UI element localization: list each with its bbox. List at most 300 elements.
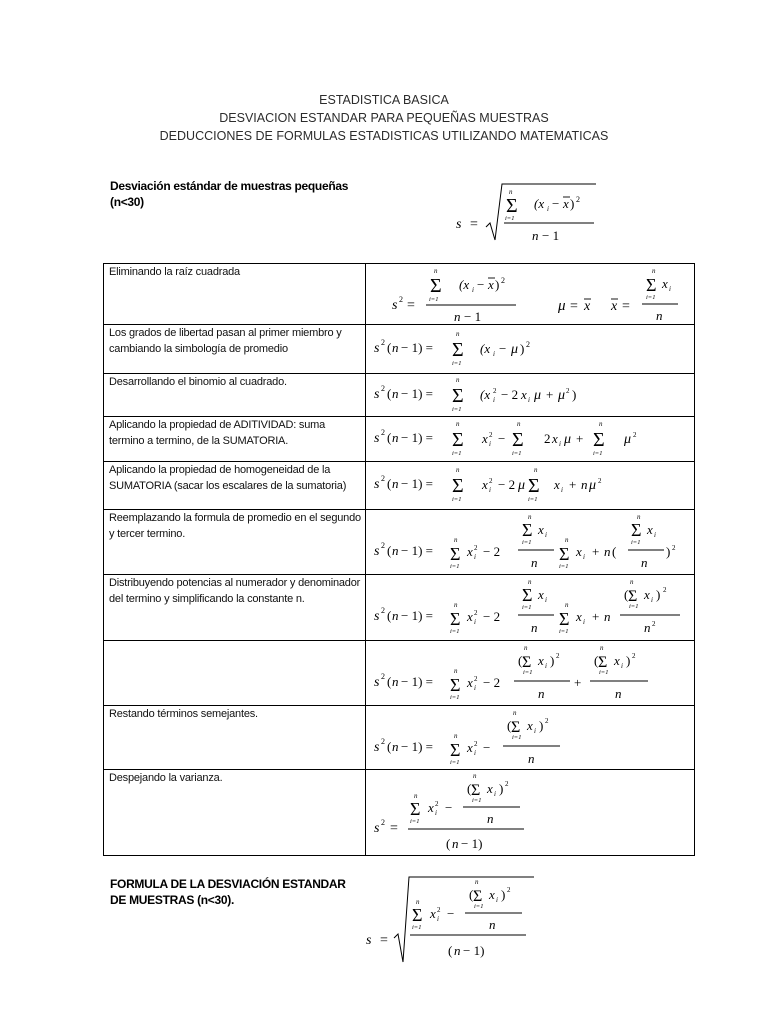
svg-text:i=1: i=1 (559, 563, 569, 570)
svg-text:2: 2 (526, 340, 530, 349)
svg-text:n: n (532, 228, 539, 243)
svg-text:2: 2 (489, 431, 493, 439)
table-row (104, 374, 695, 417)
svg-text:(: ( (387, 543, 392, 558)
svg-text:x: x (576, 544, 582, 559)
svg-text:i=1: i=1 (452, 360, 462, 367)
svg-text:(: ( (387, 608, 392, 623)
table-row (104, 575, 695, 641)
formula-subtract-like-terms (366, 706, 704, 769)
svg-text:i: i (489, 440, 491, 448)
formula-degrees-freedom (366, 325, 704, 373)
svg-text:(: ( (518, 653, 523, 668)
svg-text:x: x (428, 800, 434, 815)
svg-text:x: x (467, 675, 473, 690)
svg-text:n: n (528, 751, 535, 766)
svg-text:i=1: i=1 (629, 603, 639, 610)
svg-text:n: n (534, 466, 538, 474)
svg-text:n: n (454, 943, 461, 958)
svg-text:x: x (489, 887, 495, 902)
svg-text:(x: (x (459, 277, 470, 292)
svg-text:i: i (496, 896, 498, 904)
svg-text:n: n (489, 917, 496, 932)
svg-text:n: n (517, 420, 521, 428)
svg-text:Σ: Σ (450, 609, 461, 629)
table-row (104, 417, 695, 462)
svg-text:s: s (374, 431, 380, 446)
svg-text:=: = (470, 217, 478, 232)
table-row (104, 641, 695, 706)
svg-text:i: i (561, 486, 563, 494)
svg-text:2: 2 (489, 477, 493, 485)
svg-text:n: n (656, 308, 663, 323)
row-description: Reemplazando la formula de promedio en el segundo y tercer termino. (104, 510, 366, 575)
svg-text:2: 2 (556, 652, 560, 660)
formula-std-dev-final (362, 872, 542, 964)
table-row (104, 325, 695, 374)
svg-text:=: = (390, 821, 398, 836)
svg-text:Σ: Σ (511, 719, 521, 736)
svg-text:Σ: Σ (512, 429, 524, 451)
svg-text:i: i (545, 531, 547, 539)
svg-text:2: 2 (545, 717, 549, 725)
svg-text:x: x (662, 276, 668, 291)
svg-text:+: + (576, 431, 584, 446)
table-row (104, 510, 695, 575)
svg-text:n: n (524, 644, 528, 652)
svg-text:x: x (487, 781, 493, 796)
svg-text:(: ( (467, 781, 472, 796)
svg-text:n: n (637, 513, 641, 521)
svg-text:n: n (392, 608, 399, 623)
svg-text:− 2: − 2 (483, 544, 501, 559)
row-description: Restando términos semejantes. (104, 706, 366, 770)
svg-text:i=1: i=1 (410, 818, 420, 825)
svg-text:2: 2 (399, 295, 403, 304)
table-row (104, 264, 695, 325)
svg-text:− 1): − 1) (463, 943, 485, 958)
svg-text:n: n (452, 836, 459, 851)
svg-text:x: x (614, 653, 620, 668)
svg-text:i=1: i=1 (528, 496, 538, 503)
svg-text:x: x (644, 587, 650, 602)
formula-distribute-powers (366, 575, 704, 640)
svg-text:Σ: Σ (450, 740, 461, 760)
svg-text:x: x (467, 740, 473, 755)
svg-text:x: x (467, 609, 473, 624)
row-description (104, 641, 366, 706)
formula-replace-mean (366, 510, 704, 574)
svg-text:i: i (547, 205, 549, 213)
svg-text:− 1) =: − 1) = (401, 608, 433, 623)
row-description: Eliminando la raíz cuadrada (104, 264, 366, 325)
svg-text:(: ( (387, 476, 392, 491)
svg-text:n: n (604, 544, 611, 559)
svg-text:i: i (534, 727, 536, 735)
row-formula (366, 374, 695, 417)
svg-text:(: ( (387, 674, 392, 689)
svg-text:i=1: i=1 (452, 406, 462, 413)
svg-text:i: i (583, 553, 585, 561)
svg-text:n: n (392, 386, 399, 401)
svg-text:i=1: i=1 (505, 215, 515, 222)
svg-text:i: i (472, 286, 474, 294)
svg-text:s: s (456, 217, 462, 232)
svg-text:μ: μ (511, 342, 519, 357)
svg-text:n: n (454, 309, 461, 324)
svg-text:2: 2 (381, 384, 385, 393)
svg-text:− 1) =: − 1) = (401, 386, 433, 401)
svg-text:Σ: Σ (631, 520, 642, 540)
svg-text:μ: μ (518, 478, 526, 493)
svg-text:n: n (599, 420, 603, 428)
svg-text:i=1: i=1 (450, 563, 460, 570)
svg-text:2: 2 (633, 431, 637, 439)
row-description: Aplicando la propiedad de homogeneidad de la SUMATORIA (sacar los escalares de la sumatoria) (104, 462, 366, 510)
svg-text:s: s (374, 341, 380, 356)
svg-text:− 2: − 2 (501, 387, 519, 402)
svg-text:n: n (538, 686, 545, 701)
svg-text:i=1: i=1 (512, 450, 522, 457)
svg-text:μ: μ (624, 432, 632, 447)
svg-text:+: + (546, 387, 554, 402)
svg-text:n: n (456, 420, 460, 428)
svg-text:): ) (572, 387, 577, 402)
svg-text:− 1) =: − 1) = (401, 340, 433, 355)
svg-text:=: = (570, 299, 578, 314)
svg-text:− 1) =: − 1) = (401, 476, 433, 491)
row-formula (366, 641, 695, 706)
svg-text:n: n (565, 601, 569, 609)
svg-text:n: n (475, 878, 479, 886)
svg-text:x: x (538, 587, 544, 602)
svg-text:s: s (366, 933, 372, 948)
svg-text:n: n (604, 609, 611, 624)
formula-variance-result (366, 770, 704, 855)
svg-text:x: x (527, 718, 533, 733)
svg-text:2: 2 (474, 675, 478, 683)
svg-text:2: 2 (474, 740, 478, 748)
svg-text:i: i (651, 596, 653, 604)
svg-text:− 1) =: − 1) = (401, 543, 433, 558)
svg-text:i=1: i=1 (412, 924, 422, 931)
svg-text:i: i (559, 440, 561, 448)
svg-text:i=1: i=1 (452, 496, 462, 503)
row-formula (366, 575, 695, 641)
svg-text:(x: (x (480, 341, 491, 356)
svg-text:i: i (654, 531, 656, 539)
svg-text:n: n (509, 188, 513, 196)
svg-text:(x: (x (534, 196, 545, 211)
svg-text:i: i (494, 790, 496, 798)
svg-text:n: n (392, 739, 399, 754)
row-description: Despejando la varianza. (104, 770, 366, 856)
svg-text:2: 2 (381, 606, 385, 615)
svg-text:Σ: Σ (522, 520, 533, 540)
svg-text:n: n (531, 555, 538, 570)
svg-text:−: − (477, 277, 485, 292)
formula-variance (366, 264, 704, 324)
document-title-block (0, 91, 768, 145)
svg-text:(: ( (507, 718, 512, 733)
svg-text:2: 2 (566, 387, 570, 395)
svg-text:i=1: i=1 (429, 296, 439, 303)
svg-text:μ: μ (534, 388, 542, 403)
svg-text:2: 2 (501, 276, 505, 285)
svg-text:2: 2 (381, 818, 385, 827)
svg-text:−: − (483, 740, 491, 755)
svg-text:− 1) =: − 1) = (401, 674, 433, 689)
svg-text:Σ: Σ (628, 588, 638, 605)
svg-text:(: ( (387, 386, 392, 401)
svg-text:i: i (545, 596, 547, 604)
svg-text:(: ( (594, 653, 599, 668)
svg-text:n: n (416, 898, 420, 906)
svg-text:Σ: Σ (598, 654, 608, 671)
svg-text:n: n (641, 555, 648, 570)
title-line-3: DEDUCCIONES DE FORMULAS ESTADISTICAS UTILIZANDO MATEMATICAS (159, 129, 609, 143)
svg-text:n: n (513, 709, 517, 717)
footer-label: FORMULA DE LA DESVIACIÓN ESTANDAR DE MUESTRAS (n<30). (110, 877, 346, 907)
svg-text:i=1: i=1 (522, 539, 532, 546)
svg-text:n: n (456, 466, 460, 474)
title-line-2: DESVIACION ESTANDAR PARA PEQUEÑAS MUESTRAS (219, 111, 549, 125)
svg-text:n: n (392, 430, 399, 445)
formula-additivity (366, 417, 704, 461)
svg-text:Σ: Σ (559, 609, 570, 629)
svg-text:i: i (528, 396, 530, 404)
row-description: Distribuyendo potencias al numerador y denominador del termino y simplificando la constante n. (104, 575, 366, 641)
row-formula (366, 264, 695, 325)
svg-text:n: n (454, 667, 458, 675)
svg-text:Σ: Σ (522, 654, 532, 671)
svg-text:(: ( (612, 544, 617, 559)
svg-text:Σ: Σ (559, 544, 570, 564)
formula-binomial (366, 374, 704, 416)
svg-text:Σ: Σ (528, 475, 540, 497)
svg-text:x: x (482, 431, 488, 446)
svg-text:+: + (592, 609, 600, 624)
row-formula (366, 706, 695, 770)
svg-text:2: 2 (381, 672, 385, 681)
svg-text:x: x (584, 299, 591, 314)
svg-text:i=1: i=1 (474, 903, 484, 910)
svg-text:− 1) =: − 1) = (401, 430, 433, 445)
svg-text:Σ: Σ (452, 429, 464, 451)
svg-text:): ) (656, 587, 661, 602)
svg-text:Σ: Σ (473, 888, 483, 905)
svg-text:s: s (374, 609, 380, 624)
svg-text:2: 2 (435, 800, 439, 808)
svg-text:i=1: i=1 (646, 294, 656, 301)
svg-text:−: − (552, 196, 560, 211)
svg-text:(: ( (387, 430, 392, 445)
table-row (104, 770, 695, 856)
svg-text:i: i (474, 749, 476, 757)
svg-text:Σ: Σ (452, 385, 464, 407)
svg-text:+: + (574, 675, 582, 690)
svg-text:2: 2 (381, 541, 385, 550)
svg-text:x: x (552, 431, 558, 446)
svg-text:− 1: − 1 (464, 309, 482, 324)
svg-text:n: n (414, 792, 418, 800)
svg-text:i=1: i=1 (512, 734, 522, 741)
svg-text:n: n (487, 811, 494, 826)
row-formula (366, 417, 695, 462)
svg-text:n: n (528, 578, 532, 586)
svg-text:− 2: − 2 (483, 609, 501, 624)
svg-text:s: s (374, 544, 380, 559)
row-description: Los grados de libertad pasan al primer miembro y cambiando la simbología de promedio (104, 325, 366, 374)
svg-text:x: x (538, 653, 544, 668)
svg-text:(: ( (387, 340, 392, 355)
svg-text:i=1: i=1 (450, 694, 460, 701)
svg-text:Σ: Σ (450, 675, 461, 695)
svg-text:x: x (482, 477, 488, 492)
svg-text:x: x (554, 477, 560, 492)
svg-text:Σ: Σ (452, 339, 464, 361)
svg-text:x: x (430, 906, 436, 921)
svg-text:− 2: − 2 (498, 477, 516, 492)
svg-text:): ) (626, 653, 631, 668)
svg-text:2: 2 (652, 620, 656, 628)
svg-text:s: s (374, 387, 380, 402)
svg-text:n: n (454, 536, 458, 544)
svg-text:i: i (583, 618, 585, 626)
svg-text:): ) (520, 341, 525, 356)
svg-text:): ) (539, 718, 544, 733)
svg-text:i: i (474, 684, 476, 692)
svg-text:): ) (499, 781, 504, 796)
svg-text:2: 2 (381, 474, 385, 483)
row-formula (366, 462, 695, 510)
svg-text:): ) (570, 196, 575, 211)
svg-text:n: n (528, 513, 532, 521)
svg-text:n: n (456, 376, 460, 384)
formula-simplified (366, 641, 704, 705)
formula-std-dev-intro (450, 178, 610, 248)
table-row (104, 706, 695, 770)
svg-text:i: i (474, 553, 476, 561)
svg-text:i: i (493, 396, 495, 404)
svg-text:2: 2 (598, 477, 602, 485)
svg-text:(: ( (448, 943, 453, 958)
svg-text:μ: μ (589, 478, 597, 493)
row-formula (366, 770, 695, 856)
svg-text:Σ: Σ (452, 475, 464, 497)
svg-text:n: n (392, 543, 399, 558)
svg-text:x: x (467, 544, 473, 559)
svg-text:(: ( (387, 739, 392, 754)
svg-text:i=1: i=1 (450, 628, 460, 635)
svg-text:μ: μ (564, 432, 572, 447)
title-line-1: ESTADISTICA BASICA (319, 93, 449, 107)
svg-text:): ) (666, 544, 671, 559)
svg-text:2: 2 (474, 609, 478, 617)
svg-text:): ) (550, 653, 555, 668)
svg-text:−: − (498, 431, 506, 446)
svg-text:2: 2 (381, 428, 385, 437)
svg-text:+: + (592, 544, 600, 559)
svg-text:x: x (521, 387, 527, 402)
svg-text:i=1: i=1 (472, 797, 482, 804)
svg-text:2: 2 (493, 387, 497, 395)
svg-text:n: n (531, 620, 538, 635)
svg-text:Σ: Σ (522, 585, 533, 605)
derivation-table (103, 263, 695, 856)
svg-text:i: i (435, 809, 437, 817)
svg-text:s: s (374, 477, 380, 492)
svg-text:): ) (501, 887, 506, 902)
svg-text:Σ: Σ (646, 275, 657, 295)
svg-text:x: x (576, 609, 582, 624)
table-row (104, 462, 695, 510)
svg-text:−: − (447, 906, 455, 921)
svg-text:μ: μ (558, 388, 566, 403)
svg-text:(: ( (624, 587, 629, 602)
svg-text:n: n (652, 267, 656, 275)
svg-text:n: n (392, 476, 399, 491)
svg-text:x: x (647, 522, 653, 537)
svg-text:i=1: i=1 (523, 669, 533, 676)
svg-text:s: s (392, 298, 398, 313)
svg-text:Σ: Σ (412, 905, 423, 925)
svg-text:i=1: i=1 (593, 450, 603, 457)
svg-text:i: i (489, 486, 491, 494)
svg-text:i=1: i=1 (631, 539, 641, 546)
svg-text:=: = (622, 299, 630, 314)
svg-text:μ: μ (558, 298, 566, 314)
svg-text:n: n (600, 644, 604, 652)
svg-text:2: 2 (632, 652, 636, 660)
svg-text:i: i (493, 350, 495, 358)
svg-text:Σ: Σ (410, 799, 421, 819)
svg-text:i: i (621, 662, 623, 670)
svg-text:2: 2 (437, 906, 441, 914)
svg-text:2: 2 (381, 338, 385, 347)
svg-text:2: 2 (381, 737, 385, 746)
svg-text:Σ: Σ (593, 429, 605, 451)
svg-text:n: n (615, 686, 622, 701)
svg-text:n: n (565, 536, 569, 544)
svg-text:n: n (644, 620, 651, 635)
svg-text:n: n (581, 477, 588, 492)
svg-text:− 1): − 1) (461, 836, 483, 851)
svg-text:− 2: − 2 (483, 675, 501, 690)
svg-text:Σ: Σ (471, 782, 481, 799)
svg-text:i=1: i=1 (452, 450, 462, 457)
svg-text:s: s (374, 740, 380, 755)
svg-text:i=1: i=1 (450, 759, 460, 766)
intro-label: Desviación estándar de muestras pequeñas (n<30) (110, 179, 349, 209)
svg-text:i: i (437, 915, 439, 923)
svg-text:+: + (569, 477, 577, 492)
row-formula (366, 325, 695, 374)
svg-text:2: 2 (474, 544, 478, 552)
svg-text:n: n (454, 732, 458, 740)
svg-text:s: s (374, 821, 380, 836)
svg-text:− 1: − 1 (542, 228, 560, 243)
svg-text:Σ: Σ (430, 275, 442, 297)
svg-text:n: n (392, 674, 399, 689)
svg-text:n: n (630, 578, 634, 586)
svg-text:s: s (374, 675, 380, 690)
svg-text:x: x (611, 299, 618, 314)
row-formula (366, 510, 695, 575)
svg-text:i: i (474, 618, 476, 626)
svg-text:2: 2 (576, 195, 580, 204)
svg-text:2: 2 (507, 886, 511, 894)
